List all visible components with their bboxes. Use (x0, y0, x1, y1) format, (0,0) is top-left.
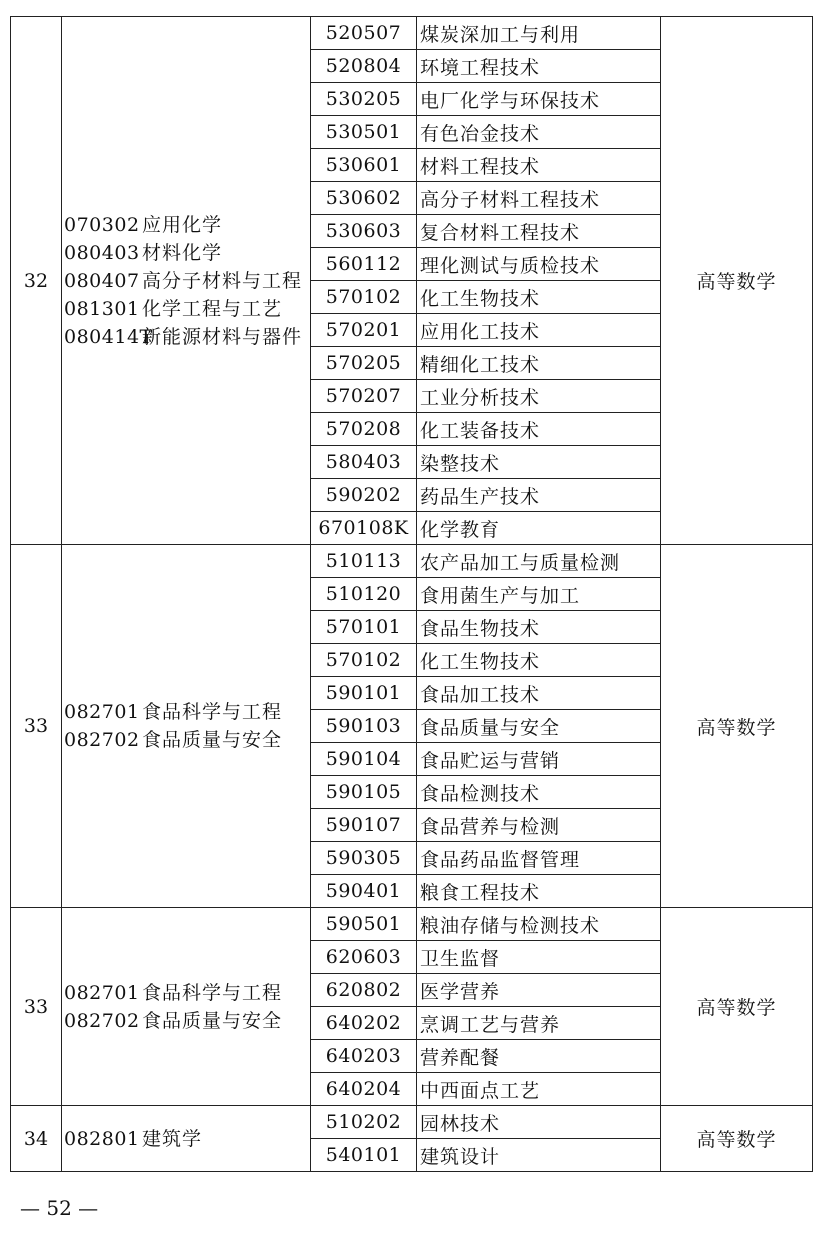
vocational-major-code: 590305 (311, 842, 417, 875)
vocational-major-name: 中西面点工艺 (417, 1073, 661, 1106)
vocational-major-code: 530603 (311, 215, 417, 248)
undergrad-major-code: 082701 (64, 981, 140, 1004)
undergrad-major-code: 082702 (64, 1009, 140, 1032)
vocational-major-name: 理化测试与质检技术 (417, 248, 661, 281)
vocational-major-code: 570101 (311, 611, 417, 644)
undergrad-major (64, 295, 310, 323)
vocational-major-name: 粮油存储与检测技术 (417, 908, 661, 941)
undergrad-major (64, 239, 310, 267)
vocational-major-name: 食品质量与安全 (417, 710, 661, 743)
vocational-major-code: 530205 (311, 83, 417, 116)
vocational-major-code: 510120 (311, 578, 417, 611)
vocational-major-code: 640203 (311, 1040, 417, 1073)
undergrad-major-code: 080407 (64, 269, 140, 292)
vocational-major-code: 590103 (311, 710, 417, 743)
group-number: 34 (11, 1106, 62, 1172)
undergrad-major (64, 267, 310, 295)
vocational-major-name: 化学教育 (417, 512, 661, 545)
vocational-major-code: 530601 (311, 149, 417, 182)
undergrad-major-code: 082702 (64, 729, 140, 751)
undergrad-major-name: 食品科学与工程 (142, 981, 283, 1004)
table-row (11, 545, 813, 578)
undergrad-majors-cell (62, 1106, 311, 1172)
vocational-major-name: 化工生物技术 (417, 281, 661, 314)
vocational-major-name: 食品药品监督管理 (417, 842, 661, 875)
vocational-major-name: 食品贮运与营销 (417, 743, 661, 776)
undergrad-major (64, 979, 310, 1007)
exam-subject: 高等数学 (661, 908, 813, 1106)
vocational-major-code: 530602 (311, 182, 417, 215)
page-number: — 52 — (20, 1196, 99, 1220)
vocational-major-name: 营养配餐 (417, 1040, 661, 1073)
undergrad-major (64, 1125, 310, 1153)
table-row (11, 1106, 813, 1139)
vocational-major-code: 640204 (311, 1073, 417, 1106)
vocational-major-name: 农产品加工与质量检测 (417, 545, 661, 578)
undergrad-major-code: 081301 (64, 297, 140, 320)
undergrad-major-code: 082701 (64, 701, 140, 723)
table-row (11, 908, 813, 941)
vocational-major-code: 520507 (311, 17, 417, 50)
undergrad-major-code: 080403 (64, 241, 140, 264)
vocational-major-name: 食品生物技术 (417, 611, 661, 644)
vocational-major-name: 卫生监督 (417, 941, 661, 974)
vocational-major-name: 建筑设计 (417, 1139, 661, 1172)
vocational-major-code: 510113 (311, 545, 417, 578)
undergrad-major-name: 食品质量与安全 (142, 729, 283, 751)
vocational-major-code: 670108K (311, 512, 417, 545)
vocational-major-code: 540101 (311, 1139, 417, 1172)
undergrad-major-code: 080414T (64, 325, 153, 348)
undergrad-major-code: 082801 (64, 1127, 140, 1150)
vocational-major-code: 570205 (311, 347, 417, 380)
vocational-major-code: 570102 (311, 281, 417, 314)
vocational-major-code: 520804 (311, 50, 417, 83)
undergrad-major (64, 1007, 310, 1035)
vocational-major-code: 580403 (311, 446, 417, 479)
vocational-major-name: 煤炭深加工与利用 (417, 17, 661, 50)
vocational-major-name: 烹调工艺与营养 (417, 1007, 661, 1040)
vocational-major-name: 精细化工技术 (417, 347, 661, 380)
vocational-major-name: 化工生物技术 (417, 644, 661, 677)
undergrad-major-name: 化学工程与工艺 (142, 297, 283, 320)
vocational-major-name: 高分子材料工程技术 (417, 182, 661, 215)
vocational-major-code: 590101 (311, 677, 417, 710)
vocational-major-name: 电厂化学与环保技术 (417, 83, 661, 116)
vocational-major-name: 医学营养 (417, 974, 661, 1007)
exam-subject: 高等数学 (661, 17, 813, 545)
vocational-major-name: 食品营养与检测 (417, 809, 661, 842)
vocational-major-code: 560112 (311, 248, 417, 281)
undergrad-major-name: 建筑学 (142, 1127, 203, 1150)
vocational-major-code: 530501 (311, 116, 417, 149)
undergrad-major (64, 211, 310, 239)
group-number: 33 (11, 545, 62, 908)
vocational-major-name: 食品加工技术 (417, 677, 661, 710)
undergrad-majors-cell (62, 17, 311, 545)
vocational-major-code: 590501 (311, 908, 417, 941)
major-mapping-table-container (10, 16, 812, 1172)
undergrad-major (64, 323, 310, 351)
vocational-major-code: 570208 (311, 413, 417, 446)
vocational-major-name: 园林技术 (417, 1106, 661, 1139)
exam-subject: 高等数学 (661, 1106, 813, 1172)
undergrad-major (64, 698, 310, 726)
vocational-major-code: 570207 (311, 380, 417, 413)
vocational-major-code: 590202 (311, 479, 417, 512)
group-number: 32 (11, 17, 62, 545)
vocational-major-code: 620802 (311, 974, 417, 1007)
vocational-major-name: 化工装备技术 (417, 413, 661, 446)
vocational-major-name: 有色冶金技术 (417, 116, 661, 149)
undergrad-major-name: 高分子材料与工程 (142, 269, 303, 292)
undergrad-majors-cell (62, 908, 311, 1106)
vocational-major-code: 510202 (311, 1106, 417, 1139)
vocational-major-name: 食品检测技术 (417, 776, 661, 809)
vocational-major-code: 590105 (311, 776, 417, 809)
undergrad-major-name: 材料化学 (142, 241, 223, 264)
vocational-major-code: 590104 (311, 743, 417, 776)
table-body (11, 17, 813, 1172)
undergrad-major-name: 应用化学 (142, 213, 223, 236)
vocational-major-name: 食用菌生产与加工 (417, 578, 661, 611)
vocational-major-code: 640202 (311, 1007, 417, 1040)
vocational-major-name: 染整技术 (417, 446, 661, 479)
vocational-major-code: 570201 (311, 314, 417, 347)
vocational-major-name: 材料工程技术 (417, 149, 661, 182)
undergrad-major-name: 食品质量与安全 (142, 1009, 283, 1032)
undergrad-majors-cell (62, 545, 311, 908)
vocational-major-name: 粮食工程技术 (417, 875, 661, 908)
vocational-major-name: 应用化工技术 (417, 314, 661, 347)
undergrad-major-name: 食品科学与工程 (142, 701, 283, 723)
vocational-major-name: 环境工程技术 (417, 50, 661, 83)
vocational-major-name: 药品生产技术 (417, 479, 661, 512)
vocational-major-code: 620603 (311, 941, 417, 974)
vocational-major-code: 570102 (311, 644, 417, 677)
vocational-major-code: 590401 (311, 875, 417, 908)
vocational-major-name: 工业分析技术 (417, 380, 661, 413)
group-number: 33 (11, 908, 62, 1106)
undergrad-major-name: 新能源材料与器件 (142, 325, 303, 348)
major-mapping-table (10, 16, 813, 1172)
undergrad-major-code: 070302 (64, 213, 140, 236)
undergrad-major (64, 726, 310, 754)
vocational-major-name: 复合材料工程技术 (417, 215, 661, 248)
exam-subject: 高等数学 (661, 545, 813, 908)
table-row (11, 17, 813, 50)
vocational-major-code: 590107 (311, 809, 417, 842)
